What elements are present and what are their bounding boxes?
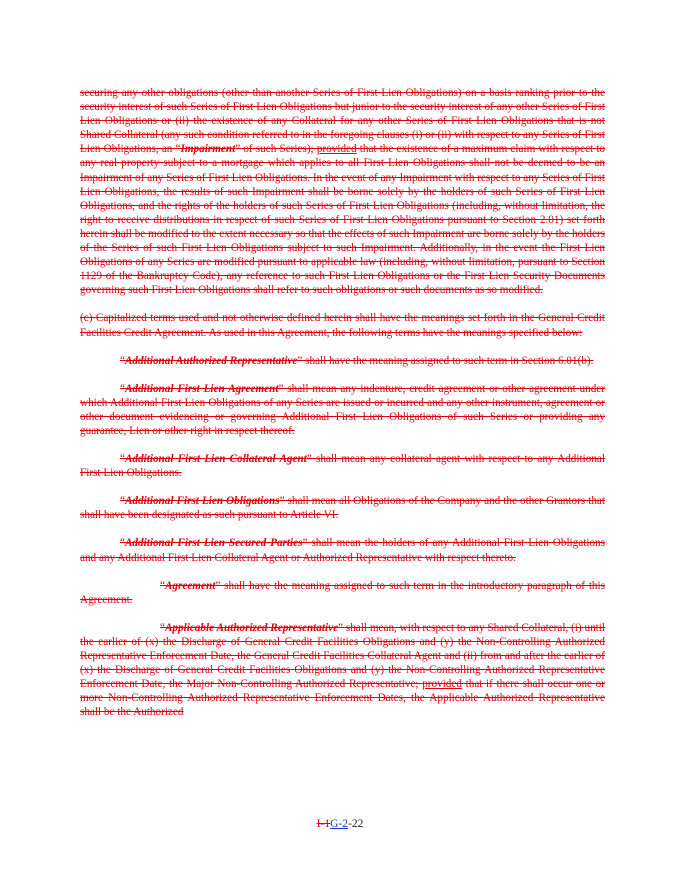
page-number-suffix: -22 [347,818,364,830]
definition-text: ” shall mean all Obligations of the Company and the other Grantors that shall have been designated as such pursuant to Article VI. [80,495,605,522]
page-number-deleted: I-1 [316,818,331,830]
defined-term: Additional Authorized Representative [124,354,298,367]
defined-term: Additional First Lien Obligations [124,495,280,508]
definition-text: ” shall mean the holders of any Additional First Lien Obligations and any Additional First Lien Collateral Agent or Authorized Representative with respect thereto. [80,537,605,564]
definition-additional-first-lien-secured-parties: “Additional First Lien Secured Parties” shall mean the holders of any Additional First Lien Obligations and any Additional First Lien Collateral Agent or Authorized Representative with respect thereto. [80,537,605,564]
document-body [80,86,605,719]
definition-additional-authorized-representative: “Additional Authorized Representative” shall have the meaning assigned to such term in Section 6.01(b). [120,354,594,367]
page-number-inserted: G-2 [330,818,348,830]
definition-text: ” shall mean, with respect to any Shared Collateral, (i) until the earlier of (x) the Discharge of General Credit Facilities Obligations and (y) the Non-Controlling Authorized Representative Enforcement Date, the General Credit Facilities Collateral Agent and (ii) from and after the earlier of (x) the Discharge of General Credit Facilities Obligations and (y) the Non-Controlling Authorized Representative Enforcement Date, the Major Non-Controlling Authorized Representative; [80,621,605,691]
defined-term: Applicable Authorized Representative [164,621,339,634]
definition-applicable-authorized-representative: “Applicable Authorized Representative” shall mean, with respect to any Shared Collateral, (i) until the earlier of (x) the Discharge of General Credit Facilities Obligations and (y) the Non-Controlling Authorized Representative Enforcement Date, the General Credit Facilities Collateral Agent and (ii) from and after the earlier of (x) the Discharge of General Credit Facilities Obligations and (y) the Non-Controlling Authorized Representative Enforcement Date, the Major Non-Controlling Authorized Representative; provided that if there shall occur one or more Non-Controlling Authorized Representative Enforcement Dates, the Applicable Authorized Representative shall be the Authorized [80,621,605,719]
definition-agreement: “Agreement” shall have the meaning assigned to such term in the introductory paragraph of this Agreement. [80,579,605,606]
paragraph-text: ” of such Series); [235,143,317,156]
provided-word: provided [422,678,462,691]
definition-additional-first-lien-collateral-agent: “Additional First Lien Collateral Agent” shall mean any collateral agent with respect to any Additional First Lien Obligations. [80,453,605,480]
defined-term: Additional First Lien Agreement [124,382,279,395]
provided-word: provided [316,143,357,156]
defined-term: Agreement [164,579,216,592]
definition-text: ” shall have the meaning assigned to such term in the introductory paragraph of this Agreement. [80,579,605,606]
definition-text: ” shall mean any collateral agent with respect to any Additional First Lien Obligations. [80,453,605,480]
paragraph-text: that the existence of a maximum claim with respect to any real property subject to a mortgage which applies to all First Lien Obligations shall not be deemed to be an Impairment of any Series of First Lien Obligations. In the event of any Impairment with respect to any Series of First Lien Obligations, the results of such Impairment shall be borne solely by the holders of such Series of First Lien Obligations, and the rights of the holders of such Series of First Lien Obligations (including, without limitation, the right to receive distributions in respect of such Series of First Lien Obligations pursuant to Section 2.01) set forth herein shall be modified to the extent necessary so that the effects of such Impairment are borne solely by the holders of the Series of such First Lien Obligations subject to such Impairment. Additionally, in the event the First Lien Obligations of any Series are modified pursuant to applicable law (including, without limitation, pursuant to Section 1129 of the Bankruptcy Code), any reference to such First Lien Obligations or the First Lien Security Documents governing such First Lien Obligations shall refer to such obligations or such documents as so modified. [80,143,606,297]
definition-text: ” shall mean any indenture, credit agreement or other agreement under which Additional First Lien Obligations of any Series are issued or incurred and any other instrument, agreement or other document evidencing or governing Additional First Lien Obligations of such Series or providing any guarantee, Lien or other right in respect thereof. [80,382,606,437]
definition-text: that if there shall occur one or more Non-Controlling Authorized Representative Enforcement Dates, the Applicable Authorized Representative shall be the Authorized [80,678,605,719]
definition-text: ” shall have the meaning assigned to such term in Section 6.01(b). [297,354,594,367]
defined-term: Additional First Lien Collateral Agent [124,453,307,466]
page-number [0,818,680,830]
defined-term: Impairment [180,143,236,156]
defined-term: Additional First Lien Secured Parties [124,537,303,550]
definition-additional-first-lien-obligations: “Additional First Lien Obligations” shall mean all Obligations of the Company and the other Grantors that shall have been designated as such pursuant to Article VI. [80,495,605,522]
definition-additional-first-lien-agreement: “Additional First Lien Agreement” shall mean any indenture, credit agreement or other agreement under which Additional First Lien Obligations of any Series are issued or incurred and any other instrument, agreement or other document evidencing or governing Additional First Lien Obligations of such Series or providing any guarantee, Lien or other right in respect thereof. [80,382,606,437]
paragraph-text: securing any other obligations (other than another Series of First Lien Obligations) on a basis ranking prior to the security interest of such Series of First Lien Obligations but junior to the security interest of any other Series of First Lien Obligations or (ii) the existence of any Collateral for any other Series of First Lien Obligations that is not Shared Collateral (any such condition referred to in the foregoing clauses (i) or (ii) with respect to any Series of First Lien Obligations, an “ [80,87,605,156]
paragraph-impairment [80,86,605,297]
paragraph-capitalized-terms: (c) Capitalized terms used and not otherwise defined herein shall have the meanings set forth in the General Credit Facilities Credit Agreement. As used in this Agreement, the following terms have the meanings specified below: [80,312,605,339]
